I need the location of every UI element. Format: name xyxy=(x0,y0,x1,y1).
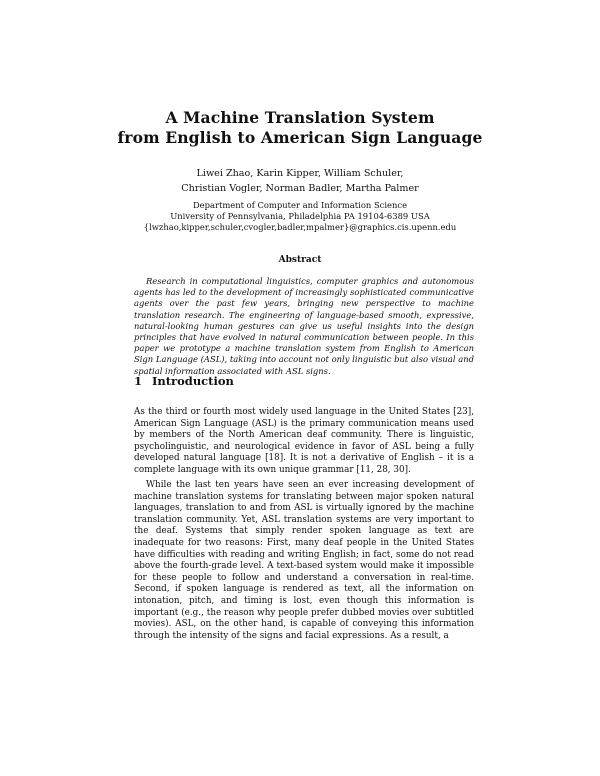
paper-title xyxy=(60,108,540,148)
abstract-text: Research in computational linguistics, computer graphics and autonomous agents has led to the development of increasingly sophisticated communicative agents over the past few years, bringing new perspective to machine translation research. The engineering of language-based smooth, expressive, natural-looking human gestures can give us useful insights into the design principles that have evolved in natural communication between people. In this paper we prototype a machine translation system from English to American Sign Language (ASL), taking into account not only linguistic but also visual and spatial information associated with ASL signs. xyxy=(134,276,474,376)
affiliation-line-1: Department of Computer and Information Science xyxy=(192,200,408,210)
intro-paragraph-2: While the last ten years have seen an ever increasing development of machine translation systems for translating between major spoken natural languages, translation to and from ASL is virtually ignored by the machine translation community. Yet, ASL translation systems are very important to the deaf. Systems that simply render spoken language as text are inadequate for two reasons: First, many deaf people in the United States have difficulties with reading and writing English; in fact, some do not read above the fourth-grade level. A text-based system would make it impossible for these people to follow and understand a conversation in real-time. Second, if spoken language is rendered as text, all the information on intonation, pitch, and timing is lost, even though this information is important (e.g., the reason why people prefer dubbed movies over subtitled movies). ASL, on the other hand, is capable of conveying this information through the intensity of the signs and facial expressions. As a result, a xyxy=(134,480,474,641)
title-line-2: from English to American Sign Language xyxy=(117,128,483,147)
abstract-heading: Abstract xyxy=(278,255,322,265)
affiliation xyxy=(60,200,540,233)
title-line-1: A Machine Translation System xyxy=(165,108,435,127)
affiliation-line-3: {lwzhao,kipper,schuler,cvogler,badler,mpalmer}@graphics.cis.upenn.edu xyxy=(143,222,457,232)
authors-line-2: Christian Vogler, Norman Badler, Martha Palmer xyxy=(181,183,419,194)
intro-paragraph-1: As the third or fourth most widely used language in the United States [23], American Sign Language (ASL) is the primary communication means used by members of the North American deaf community. There is linguistic, psycholinguistic, and neurological evidence in favor of ASL being a fully developed natural language [18]. It is not a derivative of English – it is a complete language with its own unique grammar [11, 28, 30]. xyxy=(134,407,474,475)
section-number: 1 xyxy=(134,374,143,388)
authors-line-1: Liwei Zhao, Karin Kipper, William Schuler, xyxy=(196,168,404,179)
affiliation-line-2: University of Pennsylvania, Philadelphia PA 19104-6389 USA xyxy=(170,211,430,221)
section-title: Introduction xyxy=(152,374,234,388)
author-list xyxy=(60,166,540,196)
section-heading-introduction xyxy=(134,374,234,388)
